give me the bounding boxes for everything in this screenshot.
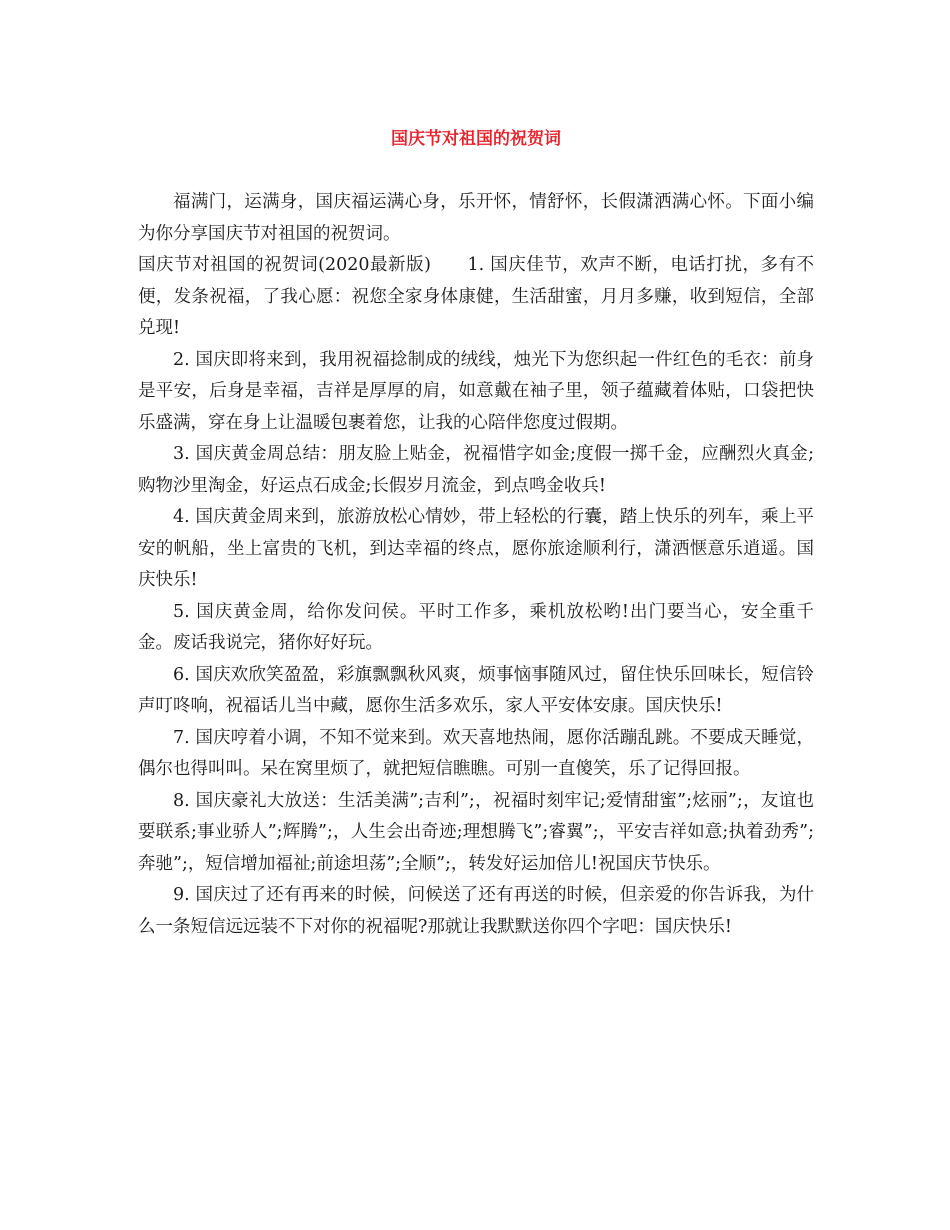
paragraph-9: 9. 国庆过了还有再来的时候，问候送了还有再送的时候，但亲爱的你告诉我，为什么一条短信远远装不下对你的祝福呢?那就让我默默送你四个字吧：国庆快乐! [138,885,814,937]
paragraph-3: 3. 国庆黄金周总结：朋友脸上贴金，祝福惜字如金;度假一掷千金，应酬烈火真金;购物沙里淘金，好运点石成金;长假岁月流金，到点鸣金收兵! [138,444,814,496]
document-body [138,187,814,943]
paragraph-4: 4. 国庆黄金周来到，旅游放松心情妙，带上轻松的行囊，踏上快乐的列车，乘上平安的帆船，坐上富贵的飞机，到达幸福的终点，愿你旅途顺利行，潇洒惬意乐逍遥。国庆快乐! [138,507,814,590]
paragraph-1: 国庆节对祖国的祝贺词(2020最新版) 1. 国庆佳节，欢声不断，电话打扰，多有不便，发条祝福，了我心愿：祝您全家身体康健，生活甜蜜，月月多赚，收到短信，全部兑现! [138,255,814,338]
document-title: 国庆节对祖国的祝贺词 [391,129,561,149]
paragraph-8: 8. 国庆豪礼大放送：生活美满”;吉利”;，祝福时刻牢记;爱情甜蜜”;炫丽”;，友谊也要联系;事业骄人”;辉腾”;，人生会出奇迹;理想腾飞”;睿翼”;，平安吉祥如意;执着劲秀”;奔驰”;，短信增加福祉;前途坦荡”;全顺”;，转发好运加倍儿!祝国庆节快乐。 [138,790,814,874]
paragraph-intro: 福满门，运满身，国庆福运满心身，乐开怀，情舒怀，长假潇洒满心怀。下面小编为你分享国庆节对祖国的祝贺词。 [138,192,814,244]
paragraph-5: 5. 国庆黄金周，给你发问侯。平时工作多，乘机放松哟!出门要当心，安全重千金。废话我说完，猪你好好玩。 [138,601,814,653]
paragraph-6: 6. 国庆欢欣笑盈盈，彩旗飘飘秋风爽，烦事恼事随风过，留住快乐回味长，短信铃声叮咚响，祝福话儿当中藏，愿你生活多欢乐，家人平安体安康。国庆快乐! [138,664,814,716]
paragraph-2: 2. 国庆即将来到，我用祝福捻制成的绒线，烛光下为您织起一件红色的毛衣：前身是平安，后身是幸福，吉祥是厚厚的肩，如意戴在袖子里，领子蕴藏着体贴，口袋把快乐盛满，穿在身上让温暖包裹着您，让我的心陪伴您度过假期。 [138,349,814,433]
paragraph-7: 7. 国庆哼着小调，不知不觉来到。欢天喜地热闹，愿你活蹦乱跳。不要成天睡觉，偶尔也得叫叫。呆在窝里烦了，就把短信瞧瞧。可别一直傻笑，乐了记得回报。 [138,727,814,779]
